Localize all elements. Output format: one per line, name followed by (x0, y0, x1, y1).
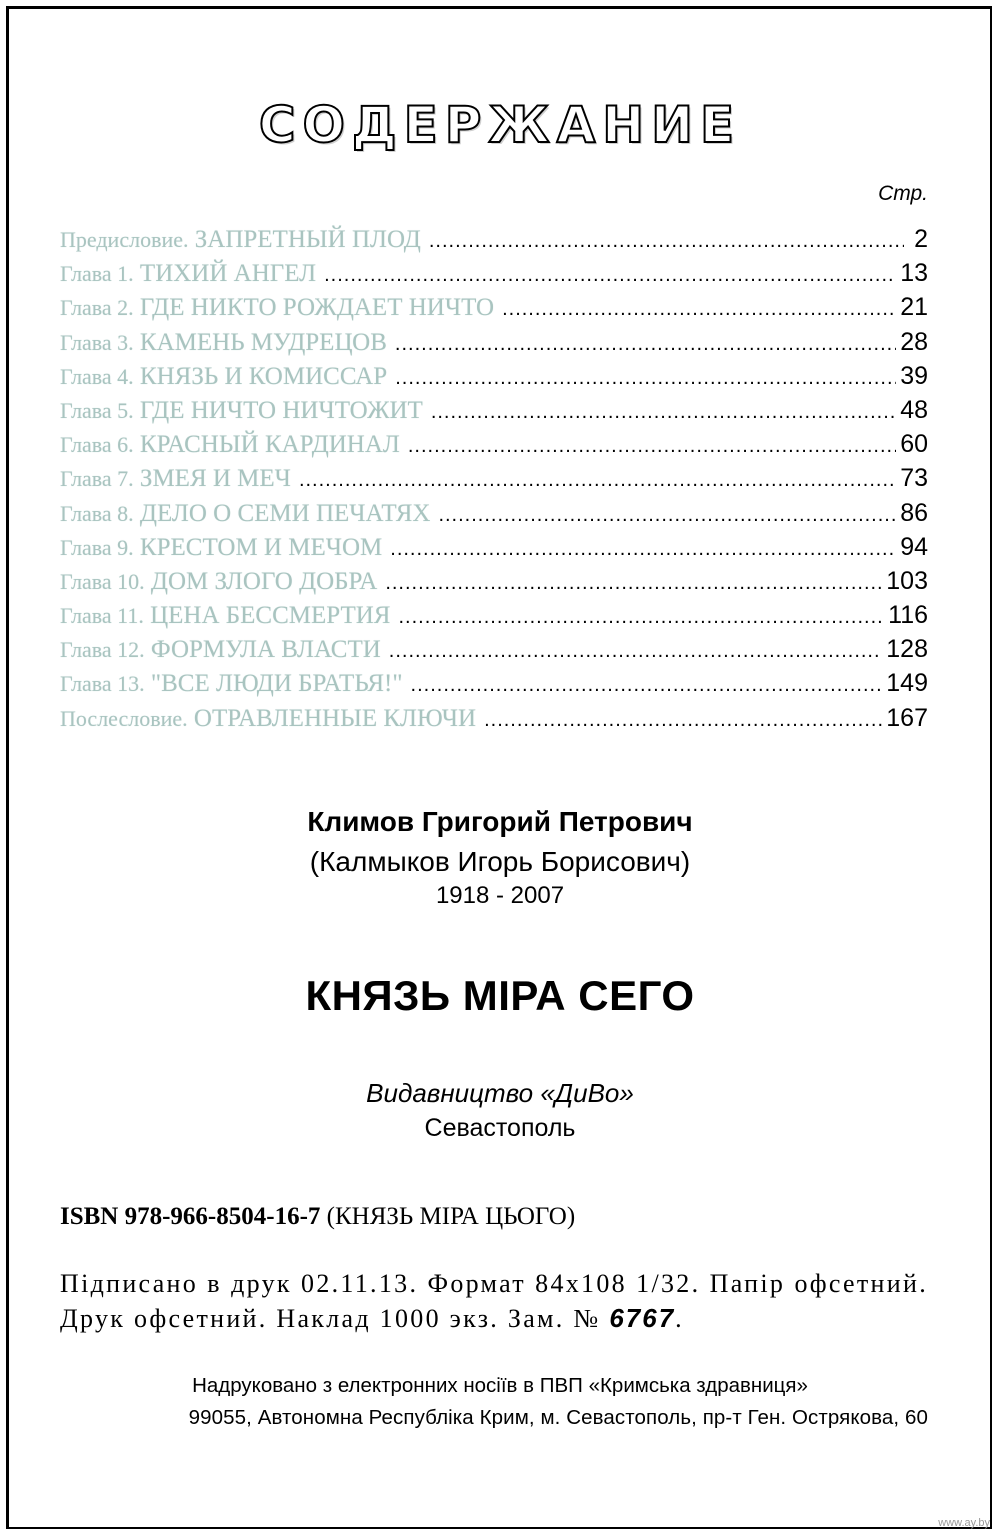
isbn-code: ISBN 978-966-8504-16-7 (60, 1203, 321, 1230)
printed-by: Надруковано з електронних носіїв в ПВП «Кримська здравниця» (192, 1374, 808, 1397)
toc-entry (60, 396, 928, 430)
toc-entry-page: 86 (900, 498, 928, 527)
toc-dot-leader (429, 230, 904, 253)
toc-dot-leader (385, 572, 882, 595)
author-name: Климов Григорий Петрович (307, 806, 693, 837)
toc-entry-name: ДЕЛО О СЕМИ ПЕЧАТЯХ (139, 499, 431, 527)
toc-entry (60, 533, 928, 567)
table-of-contents (60, 225, 928, 738)
toc-dot-leader (398, 606, 884, 629)
toc-entry-name: ЦЕНА БЕССМЕРТИЯ (150, 602, 391, 630)
toc-entry-title (60, 534, 382, 562)
toc-dot-leader (299, 469, 896, 492)
author-years: 1918 - 2007 (435, 882, 565, 909)
toc-entry (60, 464, 928, 498)
toc-entry-prefix: Глава 4. (60, 363, 134, 389)
toc-entry-name: КРАСНЫЙ КАРДИНАЛ (139, 431, 400, 459)
toc-entry-title (60, 431, 400, 459)
toc-entry-name: ЗАПРЕТНЫЙ ПЛОД (194, 226, 421, 253)
toc-entry-title (60, 465, 291, 493)
publisher: Видавництво «ДиВо» (366, 1078, 634, 1108)
toc-entry-prefix: Послесловие. (60, 705, 188, 731)
toc-entry-page: 28 (900, 327, 928, 356)
author-alias: (Калмыков Игорь Борисович) (309, 846, 691, 877)
toc-dot-leader (411, 674, 883, 697)
toc-dot-leader (408, 435, 896, 458)
toc-entry (60, 293, 928, 327)
toc-entry-prefix: Глава 1. (60, 261, 134, 287)
toc-entry-title (60, 636, 381, 664)
toc-dot-leader (484, 709, 882, 732)
toc-entry-page: 116 (888, 601, 928, 630)
order-number: 6767 (609, 1303, 676, 1333)
toc-entry-page: 73 (900, 464, 928, 493)
toc-entry-page: 128 (886, 635, 928, 664)
toc-entry-title (60, 226, 421, 254)
toc-entry (60, 567, 928, 601)
toc-entry-prefix: Глава 11. (60, 603, 144, 629)
toc-entry-page: 167 (886, 703, 928, 732)
toc-entry-title (60, 260, 316, 288)
toc-entry-title (60, 670, 403, 698)
printer-address: 99055, Автономна Республіка Крим, м. Севастополь, пр-т Ген. Острякова, 60 (188, 1406, 928, 1429)
toc-dot-leader (395, 367, 896, 390)
toc-entry-page: 94 (900, 532, 928, 561)
toc-entry (60, 704, 928, 738)
toc-entry (60, 225, 928, 259)
toc-entry-prefix: Глава 10. (60, 568, 145, 594)
toc-entry-page: 60 (900, 430, 928, 459)
toc-entry-title (60, 500, 430, 528)
toc-entry (60, 635, 928, 669)
imprint-end: . (675, 1304, 684, 1333)
publisher-city: Севастополь (424, 1114, 576, 1142)
toc-dot-leader (390, 538, 896, 561)
toc-entry-prefix: Глава 5. (60, 397, 134, 423)
site-watermark: www.ay.by (938, 1517, 990, 1529)
toc-entry-name: ТИХИЙ АНГЕЛ (139, 260, 317, 288)
isbn-line (60, 1203, 575, 1231)
toc-entry-page: 13 (900, 259, 928, 288)
imprint-details (60, 1266, 928, 1336)
toc-dot-leader (324, 264, 896, 287)
toc-dot-leader (431, 401, 896, 424)
toc-entry-title (60, 363, 387, 391)
toc-entry-title (60, 294, 494, 322)
toc-entry-name: КАМЕНЬ МУДРЕЦОВ (139, 328, 387, 356)
isbn-note: (КНЯЗЬ МІРА ЦЬОГО) (326, 1203, 576, 1230)
toc-entry-title (60, 397, 423, 425)
toc-entry-page: 48 (900, 395, 928, 424)
toc-entry-title (60, 329, 387, 357)
toc-entry-name: ФОРМУЛА ВЛАСТИ (150, 636, 381, 664)
toc-entry-page: 21 (900, 293, 928, 322)
toc-entry-title (60, 602, 390, 630)
toc-entry-title (60, 568, 377, 596)
toc-entry-name: КРЕСТОМ И МЕЧОМ (139, 533, 383, 561)
toc-entry-prefix: Глава 13. (60, 671, 145, 697)
toc-entry (60, 430, 928, 464)
toc-entry (60, 669, 928, 703)
toc-entry-prefix: Глава 7. (60, 466, 134, 492)
toc-entry-page: 149 (886, 669, 928, 698)
page-column-label: Стр. (878, 182, 928, 205)
toc-dot-leader (395, 333, 896, 356)
toc-entry-name: "ВСЕ ЛЮДИ БРАТЬЯ!" (150, 670, 403, 698)
toc-entry (60, 328, 928, 362)
toc-entry (60, 259, 928, 293)
toc-entry-name: ЗМЕЯ И МЕЧ (139, 465, 291, 493)
toc-entry-name: ОТРАВЛЕННЫЕ КЛЮЧИ (193, 704, 477, 732)
toc-entry-prefix: Глава 9. (60, 534, 134, 560)
toc-dot-leader (502, 298, 896, 321)
toc-entry (60, 362, 928, 396)
toc-entry (60, 499, 928, 533)
toc-entry-name: ГДЕ НИЧТО НИЧТОЖИТ (139, 396, 423, 424)
toc-entry-prefix: Глава 3. (60, 329, 134, 355)
toc-entry-name: ДОМ ЗЛОГО ДОБРА (150, 567, 378, 595)
toc-dot-leader (438, 504, 896, 527)
imprint-text: Підписано в друк 02.11.13. Формат 84х108 1/32. Папір офсетний. Друк офсетний. Наклад 1000 экз. Зам. № (60, 1269, 928, 1333)
toc-entry-prefix: Глава 2. (60, 295, 134, 321)
toc-entry-page: 2 (914, 225, 928, 253)
toc-entry-prefix: Глава 6. (60, 432, 134, 458)
toc-entry-prefix: Глава 12. (60, 637, 145, 663)
toc-entry-name: ГДЕ НИКТО РОЖДАЕТ НИЧТО (139, 294, 495, 322)
toc-entry-prefix: Глава 8. (60, 500, 134, 526)
toc-entry-name: КНЯЗЬ И КОМИССАР (139, 362, 388, 390)
toc-entry (60, 601, 928, 635)
toc-dot-leader (389, 640, 882, 663)
contents-heading: СОДЕРЖАНИЕ (258, 96, 742, 154)
book-title: КНЯЗЬ МІРА СЕГО (305, 972, 695, 1019)
toc-entry-prefix: Предисловие. (60, 227, 189, 252)
toc-entry-page: 103 (886, 566, 928, 595)
toc-entry-title (60, 705, 476, 733)
toc-entry-page: 39 (900, 361, 928, 390)
